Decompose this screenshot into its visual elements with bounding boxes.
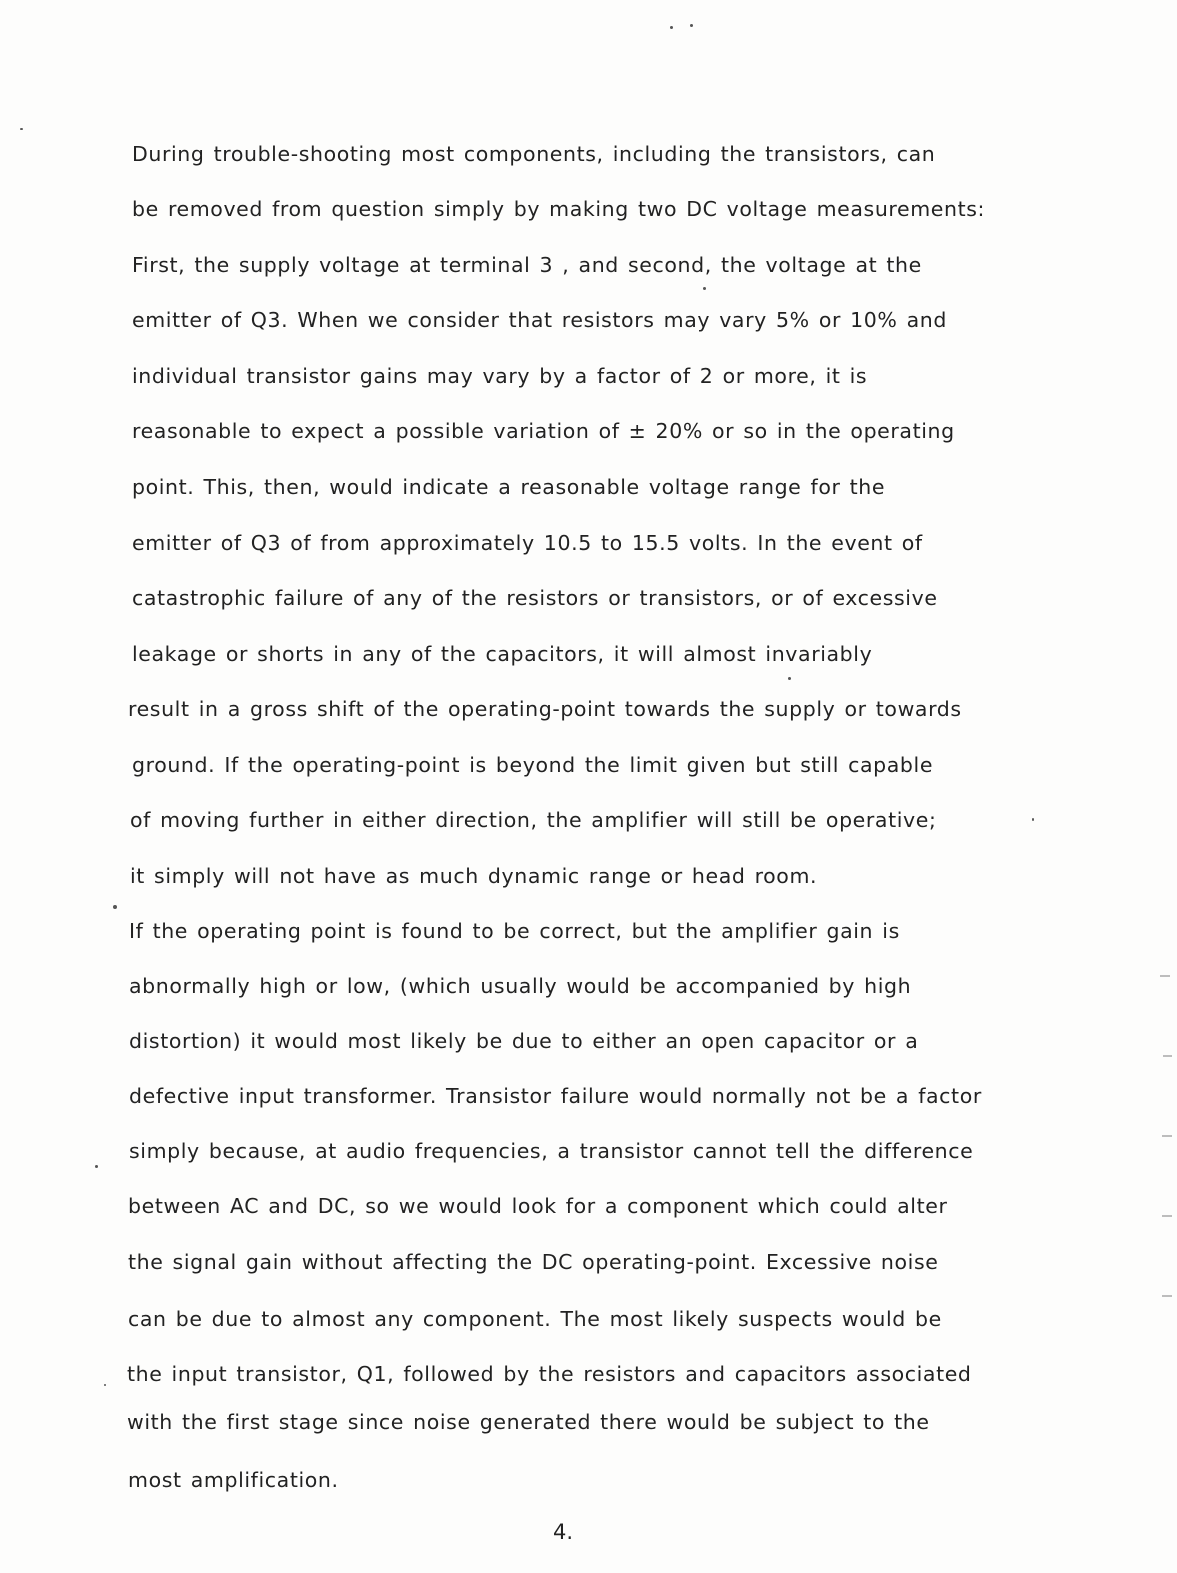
scan-speck — [113, 905, 117, 909]
scan-edge-mark — [1160, 975, 1170, 977]
text-line: ground. If the operating-point is beyond the limit given but still capable — [132, 753, 934, 777]
text-line: be removed from question simply by making two DC voltage measurements: — [132, 197, 986, 221]
text-line: emitter of Q3. When we consider that resistors may vary 5% or 10% and — [132, 308, 947, 332]
text-line: emitter of Q3 of from approximately 10.5 to 15.5 volts. In the event of — [132, 531, 923, 555]
scan-speck — [690, 24, 693, 27]
text-line: catastrophic failure of any of the resistors or transistors, or of excessive — [132, 586, 938, 610]
scan-speck — [1032, 818, 1034, 821]
text-line: can be due to almost any component. The most likely suspects would be — [128, 1307, 942, 1331]
scan-speck — [20, 128, 23, 130]
text-line: the input transistor, Q1, followed by the resistors and capacitors associated — [127, 1362, 972, 1386]
scan-edge-mark — [1162, 1215, 1172, 1217]
text-line: point. This, then, would indicate a reasonable voltage range for the — [132, 475, 886, 499]
scan-edge-mark — [1162, 1295, 1172, 1297]
text-line: distortion) it would most likely be due to either an open capacitor or a — [129, 1029, 919, 1053]
text-line: abnormally high or low, (which usually would be accompanied by high — [129, 974, 912, 998]
text-line: the signal gain without affecting the DC operating-point. Excessive noise — [128, 1250, 939, 1274]
text-line: individual transistor gains may vary by a factor of 2 or more, it is — [132, 364, 868, 388]
text-line: First, the supply voltage at terminal 3 , and second, the voltage at the — [132, 253, 922, 277]
text-line: of moving further in either direction, the amplifier will still be operative; — [130, 808, 937, 832]
text-line: If the operating point is found to be correct, but the amplifier gain is — [129, 919, 900, 943]
scan-speck — [703, 287, 706, 290]
text-line: with the first stage since noise generated there would be subject to the — [127, 1410, 930, 1434]
text-line: simply because, at audio frequencies, a transistor cannot tell the difference — [129, 1139, 974, 1163]
scan-speck — [104, 1384, 106, 1386]
text-line: leakage or shorts in any of the capacitors, it will almost invariably — [132, 642, 873, 666]
text-line: it simply will not have as much dynamic range or head room. — [130, 864, 818, 888]
text-line: between AC and DC, so we would look for a component which could alter — [128, 1194, 948, 1218]
scan-edge-mark — [1162, 1135, 1172, 1137]
scan-edge-mark — [1163, 1055, 1172, 1057]
text-line: During trouble-shooting most components, including the transistors, can — [132, 142, 936, 166]
text-line: result in a gross shift of the operating-point towards the supply or towards — [128, 697, 962, 721]
text-line: defective input transformer. Transistor failure would normally not be a factor — [129, 1084, 982, 1108]
text-line: most amplification. — [128, 1468, 339, 1492]
text-line: reasonable to expect a possible variation of ± 20% or so in the operating — [132, 419, 955, 443]
scan-speck — [788, 677, 791, 680]
scan-speck — [670, 26, 673, 29]
page-number: 4. — [553, 1520, 574, 1544]
scan-speck — [95, 1165, 98, 1168]
